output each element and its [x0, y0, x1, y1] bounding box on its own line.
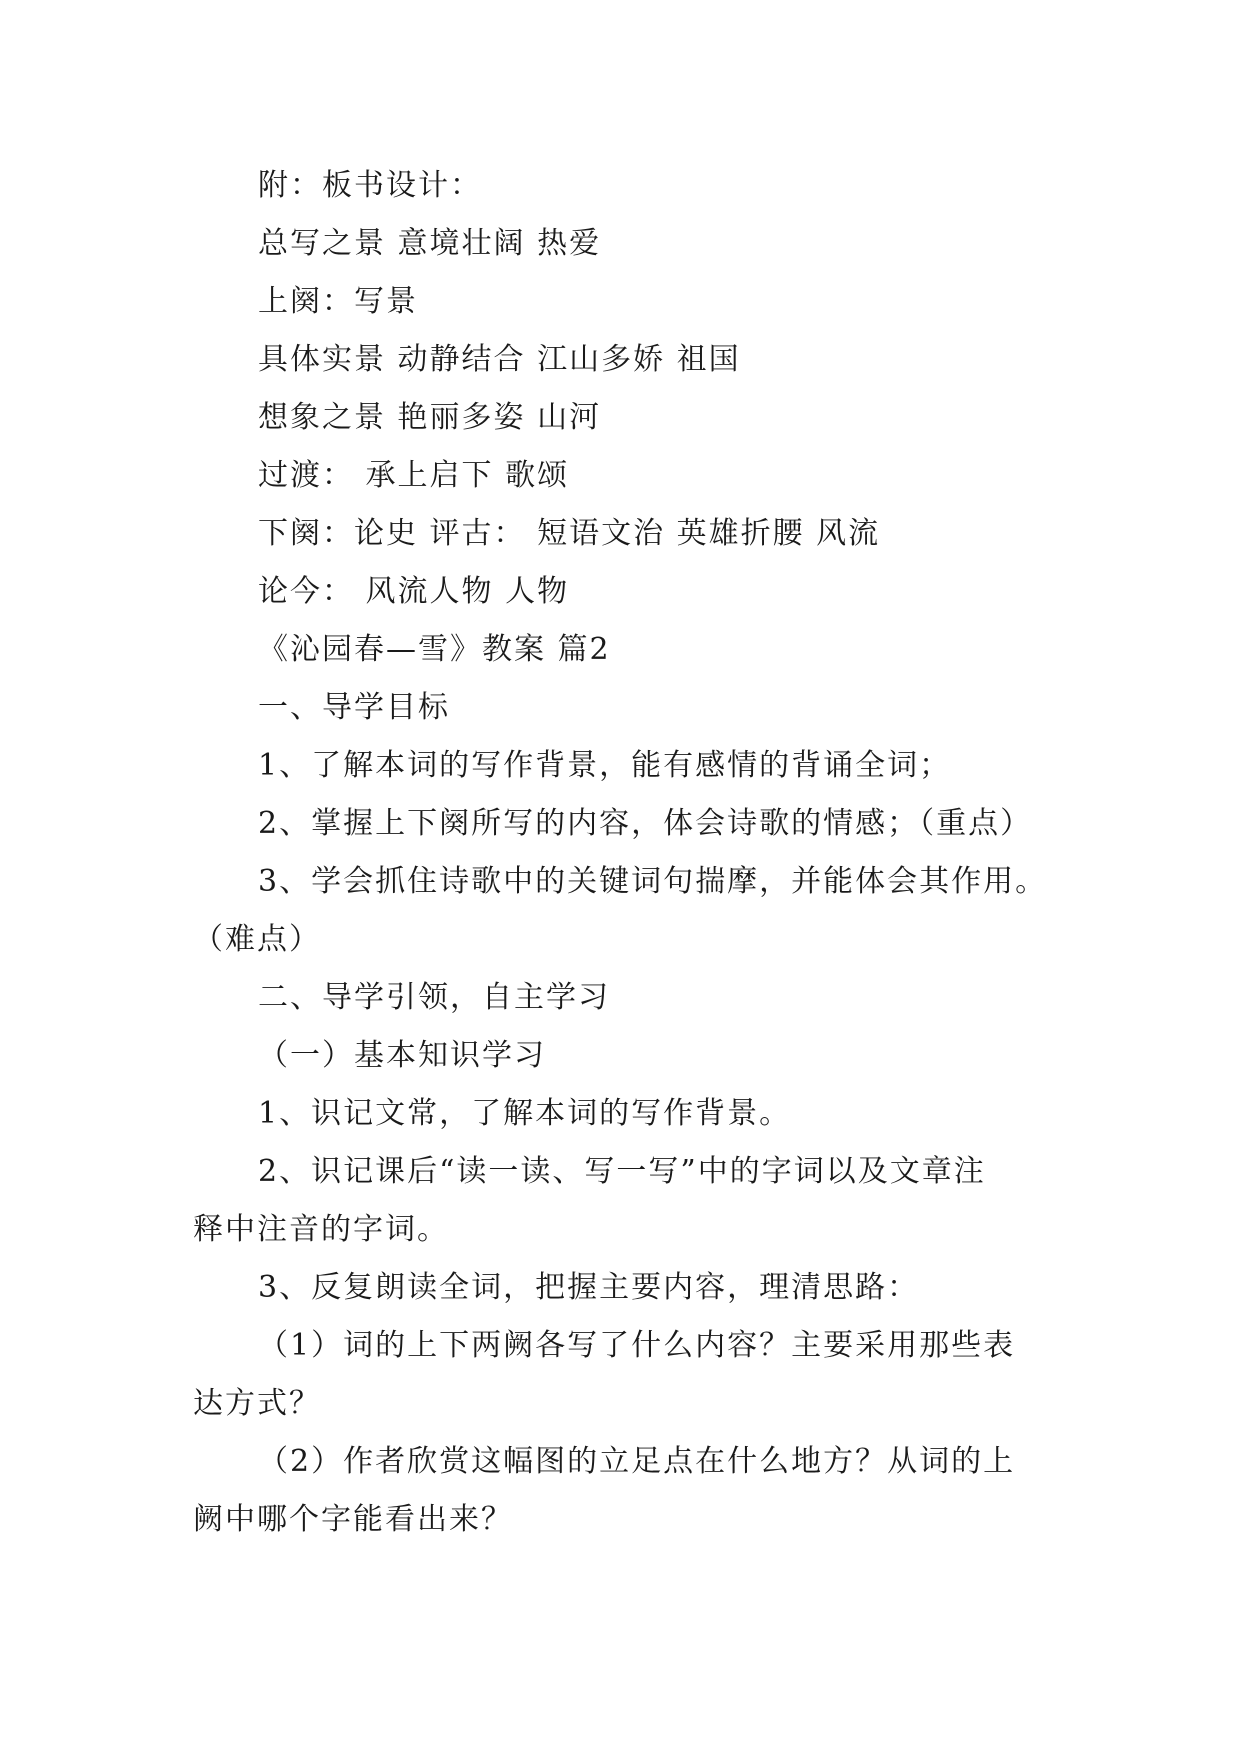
- board-design-line: 下阕：论史 评古： 短语文治 英雄折腰 风流: [258, 516, 881, 551]
- paragraph: 1、了解本词的写作背景，能有感情的背诵全词；: [258, 748, 952, 783]
- section-title: 《沁园春—雪》教案 篇2: [258, 632, 611, 667]
- paragraph: 2、掌握上下阕所写的内容，体会诗歌的情感；（重点）: [258, 806, 1033, 841]
- board-design-heading: 附：板书设计：: [258, 168, 482, 203]
- paragraph-continuation: 释中注音的字词。: [193, 1212, 449, 1247]
- board-design-line: 具体实景 动静结合 江山多娇 祖国: [258, 342, 741, 377]
- board-design-line: 想象之景 艳丽多姿 山河: [258, 400, 602, 435]
- paragraph: （2）作者欣赏这幅图的立足点在什么地方？从词的上: [258, 1444, 1016, 1479]
- board-design-line: 总写之景 意境壮阔 热爱: [258, 226, 602, 261]
- subheading-basic-knowledge: （一）基本知识学习: [258, 1038, 546, 1073]
- paragraph-continuation: （难点）: [193, 922, 321, 957]
- paragraph: 3、反复朗读全词，把握主要内容，理清思路：: [258, 1270, 920, 1305]
- paragraph-continuation: 阙中哪个字能看出来？: [193, 1502, 513, 1537]
- board-design-line: 过渡： 承上启下 歌颂: [258, 458, 570, 493]
- board-design-line: 上阕：写景: [258, 284, 418, 319]
- paragraph-continuation: 达方式？: [193, 1386, 321, 1421]
- board-design-line: 论今： 风流人物 人物: [258, 574, 570, 609]
- paragraph: 3、学会抓住诗歌中的关键词句揣摩，并能体会其作用。: [258, 864, 1048, 899]
- paragraph: （1）词的上下两阙各写了什么内容？主要采用那些表: [258, 1328, 1016, 1363]
- paragraph: 1、识记文常，了解本词的写作背景。: [258, 1096, 792, 1131]
- heading-guided-learning: 二、导学引领，自主学习: [258, 980, 610, 1015]
- heading-learning-goals: 一、导学目标: [258, 690, 450, 725]
- paragraph: 2、识记课后“读一读、写一写”中的字词以及文章注: [258, 1154, 986, 1189]
